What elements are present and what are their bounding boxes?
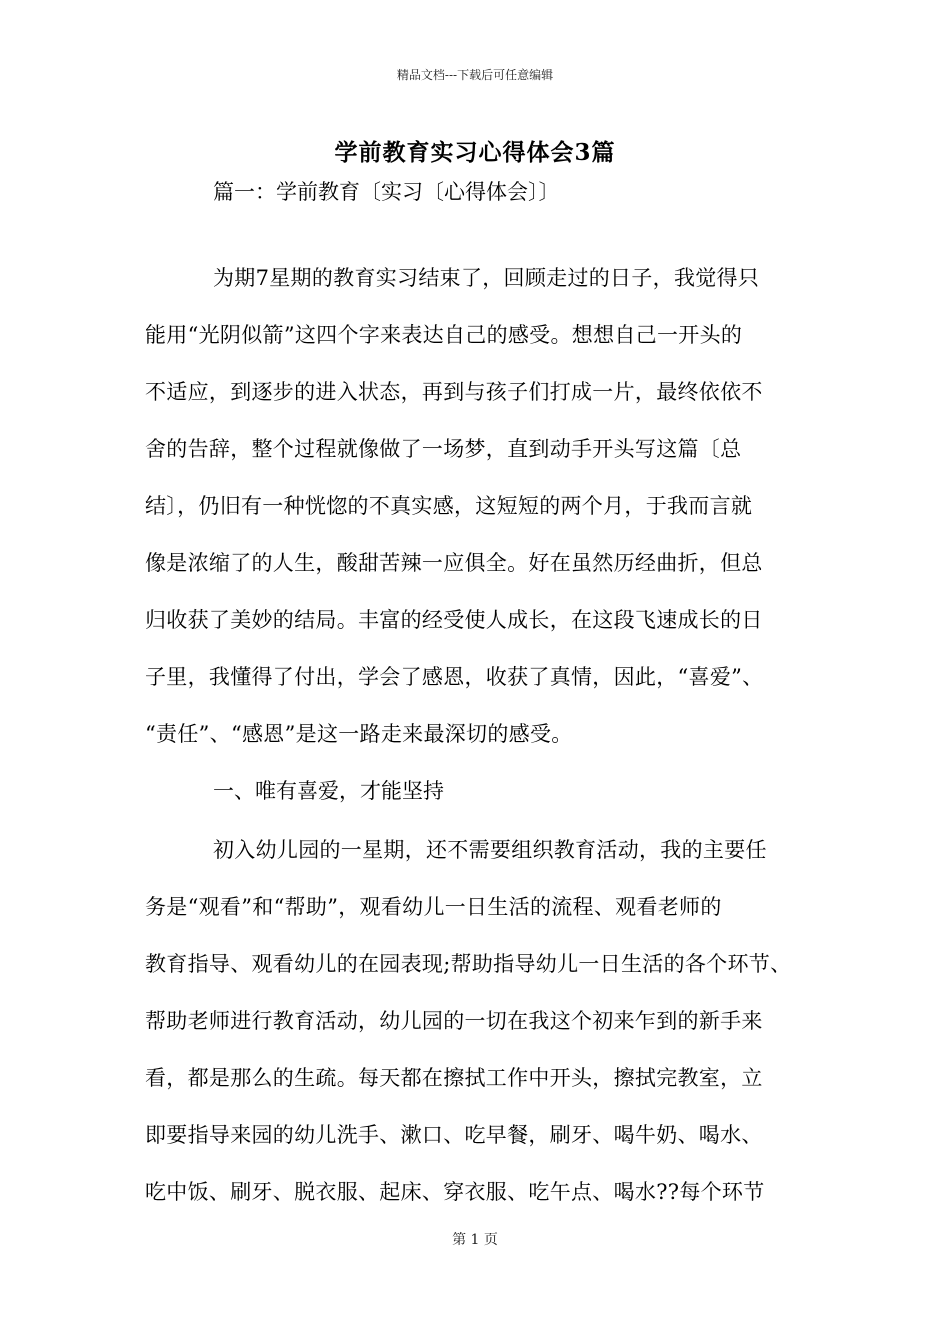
paragraph-2	[145, 822, 825, 1221]
paragraph-line: 吃中饭、刷牙、脱衣服、起床、穿衣服、吃午点、喝水??每个环节	[145, 1180, 765, 1204]
paragraph-line: 初入幼儿园的一星期，还不需要组织教育活动，我的主要任	[213, 838, 767, 862]
paragraph-line: 帮助老师进行教育活动，幼儿园的一切在我这个初来乍到的新手来	[145, 1009, 763, 1033]
section-1-heading	[145, 763, 825, 820]
page-number: 第 1 页	[452, 1232, 498, 1248]
paragraph-line: 归收获了美妙的结局。丰富的经受使人成长，在这段飞速成长的日	[145, 608, 763, 632]
paragraph-line: 即要指导来园的幼儿洗手、漱口、吃早餐，刷牙、喝牛奶、喝水、	[145, 1123, 763, 1147]
paragraph-line: 能用“光阴似箭”这四个字来表达自己的感受。想想自己一开头的	[145, 323, 743, 347]
part1-heading-text: 篇一：学前教育〔实习〔心得体会〕〕	[213, 180, 560, 204]
page-header-note: 精品文档---下载后可任意编辑	[396, 68, 554, 82]
paragraph-line: 子里，我懂得了付出，学会了感恩，收获了真情，因此，“喜爱”、	[145, 665, 764, 689]
paragraph-line: “责任”、“感恩”是这一路走来最深切的感受。	[145, 722, 573, 746]
paragraph-line: 为期7星期的教育实习结束了，回顾走过的日子，我觉得只	[213, 266, 760, 290]
section-1-heading-text: 一、唯有喜爱，才能坚持	[213, 779, 444, 803]
paragraph-line: 结〕，仍旧有一种恍惚的不真实感，这短短的两个月，于我而言就	[145, 494, 753, 518]
part1-heading	[145, 164, 825, 221]
paragraph-line: 舍的告辞，整个过程就像做了一场梦，直到动手开头写这篇〔总	[145, 437, 742, 461]
paragraph-line: 像是浓缩了的人生，酸甜苦辣一应俱全。好在虽然历经曲折，但总	[145, 551, 763, 575]
paragraph-1	[145, 250, 825, 763]
document-title: 学前教育实习心得体会3篇	[334, 139, 616, 166]
paragraph-line: 教育指导、观看幼儿的在园表现;帮助指导幼儿一日生活的各个环节、	[145, 952, 792, 976]
paragraph-line: 看，都是那么的生疏。每天都在擦拭工作中开头，擦拭完教室，立	[145, 1066, 763, 1090]
paragraph-line: 务是“观看”和“帮助”，观看幼儿一日生活的流程、观看老师的	[145, 895, 722, 919]
paragraph-line: 不适应，到逐步的进入状态，再到与孩子们打成一片，最终依依不	[145, 380, 763, 404]
